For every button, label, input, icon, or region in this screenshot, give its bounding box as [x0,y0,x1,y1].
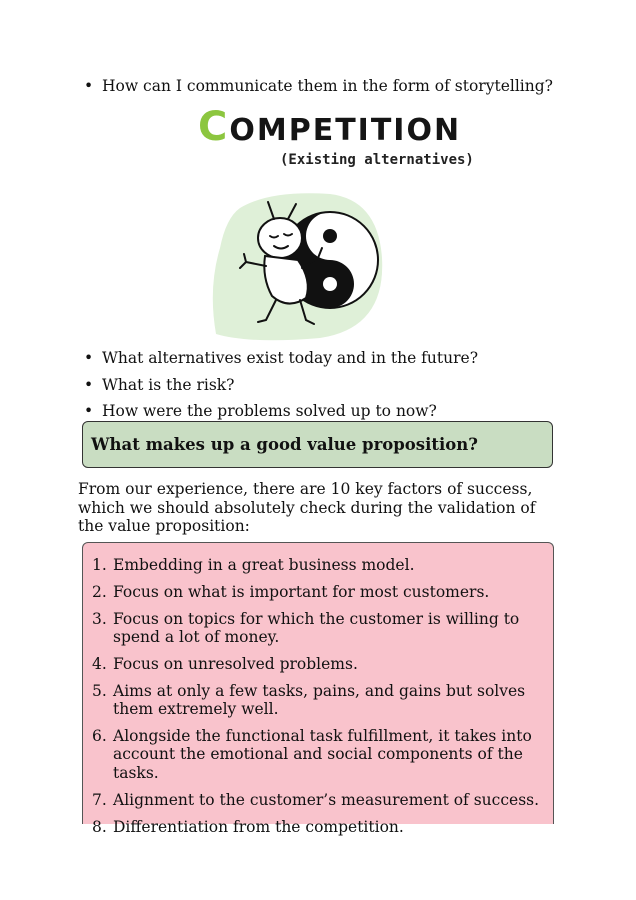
factor-number: 8. [92,817,107,836]
factor-text: Focus on topics for which the customer is willing to spend a lot of money. [113,609,520,647]
factor-text: Alongside the functional task fulfillment, it takes into account the emotional and social components of the tasks. [113,726,532,782]
factor-item [92,583,540,602]
factor-text: Aims at only a few tasks, pains, and gains but solves them extremely well. [113,681,526,719]
bullet-list-competition [84,345,478,425]
factor-number: 2. [92,582,107,601]
bullet-item: • What alternatives exist today and in the future? [84,345,478,372]
competition-subtitle: (Existing alternatives) [280,152,474,168]
bullet-item: • What is the risk? [84,372,478,399]
factor-number: 6. [92,726,107,745]
figure-yin-yang-illustration [210,188,386,344]
factor-text: Focus on what is important for most customers. [113,582,490,601]
factor-text: Embedding in a great business model. [113,556,415,574]
factor-number: 7. [92,790,107,809]
bullet-list-top [84,73,553,100]
factor-item [92,818,540,837]
section-heading: What makes up a good value proposition? [82,421,553,468]
factor-item [92,655,540,674]
factor-text: Alignment to the customer’s measurement of success. [113,790,540,809]
factor-item [92,610,540,647]
bullet-item: • How were the problems solved up to now? [84,398,478,425]
competition-title [198,104,462,150]
factor-number: 3. [92,609,107,628]
competition-title-initial: C [198,104,230,150]
factor-number: 5. [92,681,107,700]
bullet-item: • How can I communicate them in the form of storytelling? [84,73,553,100]
factor-item [92,727,540,783]
factor-text: Focus on unresolved problems. [113,654,358,673]
factor-number: 4. [92,654,107,673]
factor-text: Differentiation from the competition. [113,817,404,836]
competition-title-rest: OMPETITION [229,113,462,148]
factor-item [92,682,540,719]
factor-number: 1. [92,556,107,574]
intro-paragraph: From our experience, there are 10 key factors of success, which we should absolutely check during the validation of the value proposition: [78,480,536,535]
factor-item [92,791,540,810]
factors-list [92,556,540,844]
factor-item [92,556,540,575]
